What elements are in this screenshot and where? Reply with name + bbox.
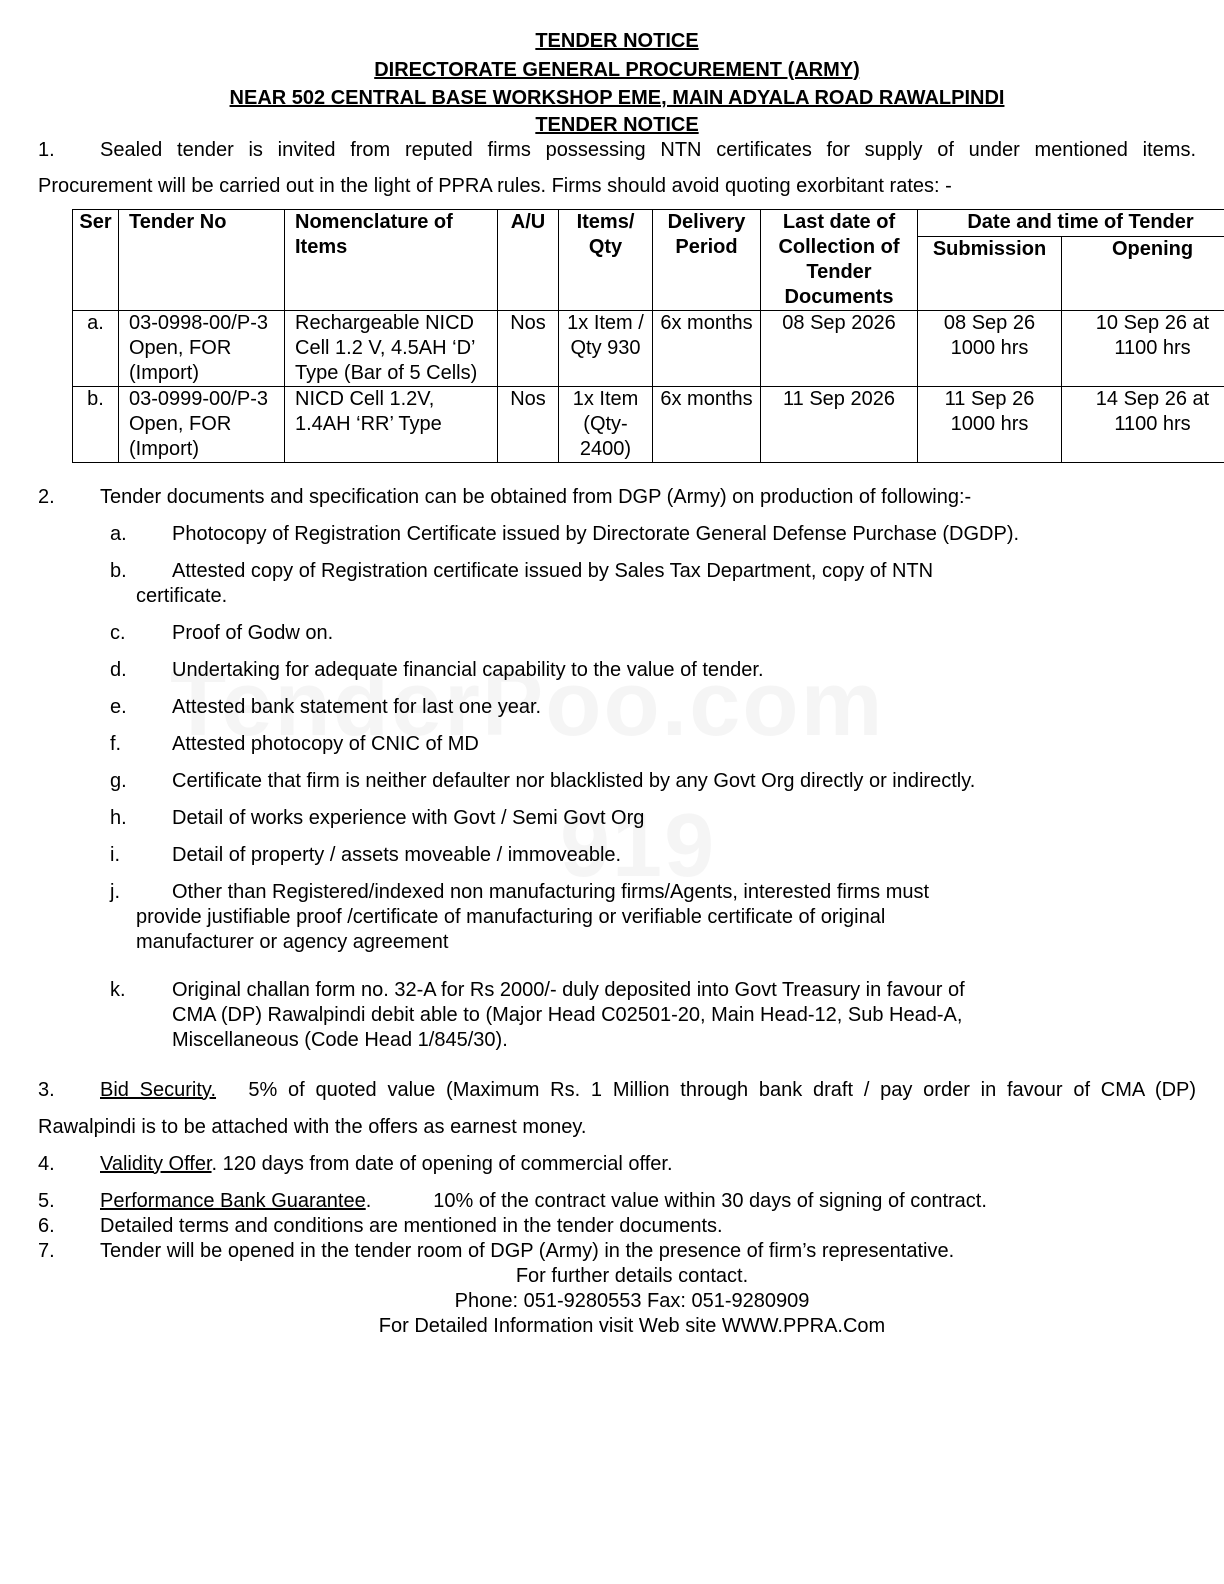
para-2-text: Tender documents and specification can be obtained from DGP (Army) on production of following:- bbox=[100, 485, 972, 508]
table-header-row bbox=[73, 209, 1224, 236]
para-1-line-2: Procurement will be carried out in the light of PPRA rules. Firms should avoid quoting exorbitant rates: - bbox=[38, 174, 952, 197]
performance-guarantee-title: Performance Bank Guarantee bbox=[100, 1189, 366, 1212]
item-text: Undertaking for adequate financial capability to the value of tender. bbox=[172, 658, 764, 681]
header-directorate: DIRECTORATE GENERAL PROCUREMENT (ARMY) bbox=[374, 58, 860, 81]
col-au: A/U bbox=[498, 209, 559, 310]
list-item bbox=[110, 695, 1196, 720]
table-row bbox=[73, 310, 1224, 386]
cell-opening: 10 Sep 26 at 1100 hrs bbox=[1062, 310, 1224, 386]
para-1-line-1: Sealed tender is invited from reputed firms possessing NTN certificates for supply of under mentioned items. bbox=[100, 138, 1196, 161]
item-text: Other than Registered/indexed non manufacturing firms/Agents, interested firms must bbox=[172, 880, 930, 903]
item-text: Detail of works experience with Govt / Semi Govt Org bbox=[172, 806, 645, 829]
cell-opening: 14 Sep 26 at 1100 hrs bbox=[1062, 386, 1224, 462]
item-letter: e. bbox=[110, 695, 127, 718]
list-item bbox=[110, 769, 1196, 794]
para-3-line-1 bbox=[100, 1078, 1196, 1103]
item-letter: f. bbox=[110, 732, 122, 755]
col-opening: Opening bbox=[1062, 236, 1224, 310]
para-number: 5. bbox=[38, 1189, 55, 1212]
paragraph-2 bbox=[38, 485, 1196, 510]
item-text: Photocopy of Registration Certificate issued by Directorate General Defense Purchase (DGDP). bbox=[172, 522, 1020, 545]
item-text: Detail of property / assets moveable / immoveable. bbox=[172, 843, 622, 866]
col-delivery: Delivery Period bbox=[653, 209, 761, 310]
para-number: 3. bbox=[38, 1078, 55, 1101]
list-item bbox=[110, 559, 1196, 609]
list-item bbox=[110, 522, 1196, 547]
item-text: Certificate that firm is neither defaulter nor blacklisted by any Govt Org directly or indirectly. bbox=[172, 769, 976, 792]
item-letter: g. bbox=[110, 769, 127, 792]
item-letter: i. bbox=[110, 843, 120, 866]
footer-phone: Phone: 051-9280553 Fax: 051-9280909 bbox=[454, 1289, 810, 1312]
item-letter: j. bbox=[110, 880, 120, 903]
item-text: Proof of Godw on. bbox=[172, 621, 334, 644]
cell-delivery: 6x months bbox=[653, 310, 761, 386]
performance-guarantee-text: 10% of the contract value within 30 days of signing of contract. bbox=[433, 1189, 987, 1212]
para-number: 1. bbox=[38, 138, 55, 161]
cell-nomenclature: NICD Cell 1.2V, 1.4AH ‘RR’ Type bbox=[285, 386, 498, 462]
col-ser: Ser bbox=[73, 209, 119, 310]
para-number: 7. bbox=[38, 1239, 55, 1262]
cell-submission: 08 Sep 26 1000 hrs bbox=[918, 310, 1062, 386]
footer-website: For Detailed Information visit Web site WWW.PPRA.Com bbox=[378, 1314, 886, 1337]
col-items-qty: Items/ Qty bbox=[559, 209, 653, 310]
validity-offer-title: Validity Offer bbox=[100, 1152, 212, 1175]
item-text: Attested copy of Registration certificate issued by Sales Tax Department, copy of NTN bbox=[172, 559, 934, 582]
cell-au: Nos bbox=[498, 386, 559, 462]
para-7-text: Tender will be opened in the tender room of DGP (Army) in the presence of firm’s representative. bbox=[100, 1239, 955, 1262]
cell-last-date: 08 Sep 2026 bbox=[761, 310, 918, 386]
cell-nomenclature: Rechargeable NICD Cell 1.2 V, 4.5AH ‘D’ Type (Bar of 5 Cells) bbox=[285, 310, 498, 386]
list-item bbox=[110, 843, 1196, 868]
item-letter: a. bbox=[110, 522, 127, 545]
col-tender-no: Tender No bbox=[119, 209, 285, 310]
para-number: 4. bbox=[38, 1152, 55, 1175]
list-item bbox=[110, 880, 1196, 955]
tender-table bbox=[72, 209, 1224, 463]
item-text-continued: certificate. bbox=[136, 584, 228, 607]
list-item bbox=[110, 732, 1196, 757]
item-text: Attested photocopy of CNIC of MD bbox=[172, 732, 479, 755]
footer-contact: For further details contact. bbox=[515, 1264, 749, 1287]
bid-security-text: 5% of quoted value (Maximum Rs. 1 Million through bank draft / pay order in favour of CMA (DP) bbox=[248, 1078, 1197, 1101]
validity-offer-text: . 120 days from date of opening of commercial offer. bbox=[211, 1152, 673, 1175]
item-letter: k. bbox=[110, 978, 126, 1001]
cell-ser: b. bbox=[73, 386, 119, 462]
col-last-date: Last date of Collection of Tender Documents bbox=[761, 209, 918, 310]
cell-tender-no: 03-0999-00/P-3 Open, FOR (Import) bbox=[119, 386, 285, 462]
list-item bbox=[110, 621, 1196, 646]
paragraph-3 bbox=[38, 1078, 1196, 1103]
item-letter: d. bbox=[110, 658, 127, 681]
cell-items-qty: 1x Item / Qty 930 bbox=[559, 310, 653, 386]
paragraph-6 bbox=[38, 1214, 1196, 1239]
paragraph-5: 5. Performance Bank Guarantee. 10% of the contract value within 30 days of signing of contract. bbox=[38, 1189, 987, 1212]
bid-security-title: Bid Security. bbox=[100, 1078, 217, 1101]
cell-delivery: 6x months bbox=[653, 386, 761, 462]
header-address: NEAR 502 CENTRAL BASE WORKSHOP EME, MAIN ADYALA ROAD RAWALPINDI bbox=[229, 87, 1005, 109]
col-date-time: Date and time of Tender bbox=[918, 209, 1224, 236]
paragraph-4 bbox=[38, 1152, 1196, 1177]
col-nomenclature: Nomenclature of Items bbox=[285, 209, 498, 310]
item-letter: h. bbox=[110, 806, 127, 829]
item-text-continued: provide justifiable proof /certificate of manufacturing or verifiable certificate of original manufacturer or agency agreement bbox=[136, 905, 886, 953]
paragraph-7 bbox=[38, 1239, 1196, 1264]
item-text: Attested bank statement for last one year. bbox=[172, 695, 542, 718]
tender-notice-page bbox=[38, 27, 1210, 1339]
item-letter: b. bbox=[110, 559, 127, 582]
cell-submission: 11 Sep 26 1000 hrs bbox=[918, 386, 1062, 462]
cell-items-qty: 1x Item (Qty-2400) bbox=[559, 386, 653, 462]
cell-ser: a. bbox=[73, 310, 119, 386]
table-row bbox=[73, 386, 1224, 462]
para-6-text: Detailed terms and conditions are mentioned in the tender documents. bbox=[100, 1214, 723, 1237]
list-item bbox=[110, 978, 1196, 1053]
item-letter: c. bbox=[110, 621, 126, 644]
cell-au: Nos bbox=[498, 310, 559, 386]
para-3-line-2: Rawalpindi is to be attached with the offers as earnest money. bbox=[38, 1115, 587, 1138]
para-number: 2. bbox=[38, 485, 55, 508]
list-item bbox=[110, 806, 1196, 831]
cell-tender-no: 03-0998-00/P-3 Open, FOR (Import) bbox=[119, 310, 285, 386]
paragraph-1 bbox=[38, 138, 1196, 163]
para-number: 6. bbox=[38, 1214, 55, 1237]
item-text: Original challan form no. 32-A for Rs 2000/- duly deposited into Govt Treasury in favour of CMA (DP) Rawalpindi debit able to (Major Head C02501-20, Main Head-12, Sub Head-A, Miscellaneous (Code Head 1/845/30). bbox=[172, 978, 965, 1051]
header-subtitle: TENDER NOTICE bbox=[535, 113, 699, 136]
cell-last-date: 11 Sep 2026 bbox=[761, 386, 918, 462]
list-item bbox=[110, 658, 1196, 683]
col-submission: Submission bbox=[918, 236, 1062, 310]
header-title: TENDER NOTICE bbox=[535, 30, 699, 52]
